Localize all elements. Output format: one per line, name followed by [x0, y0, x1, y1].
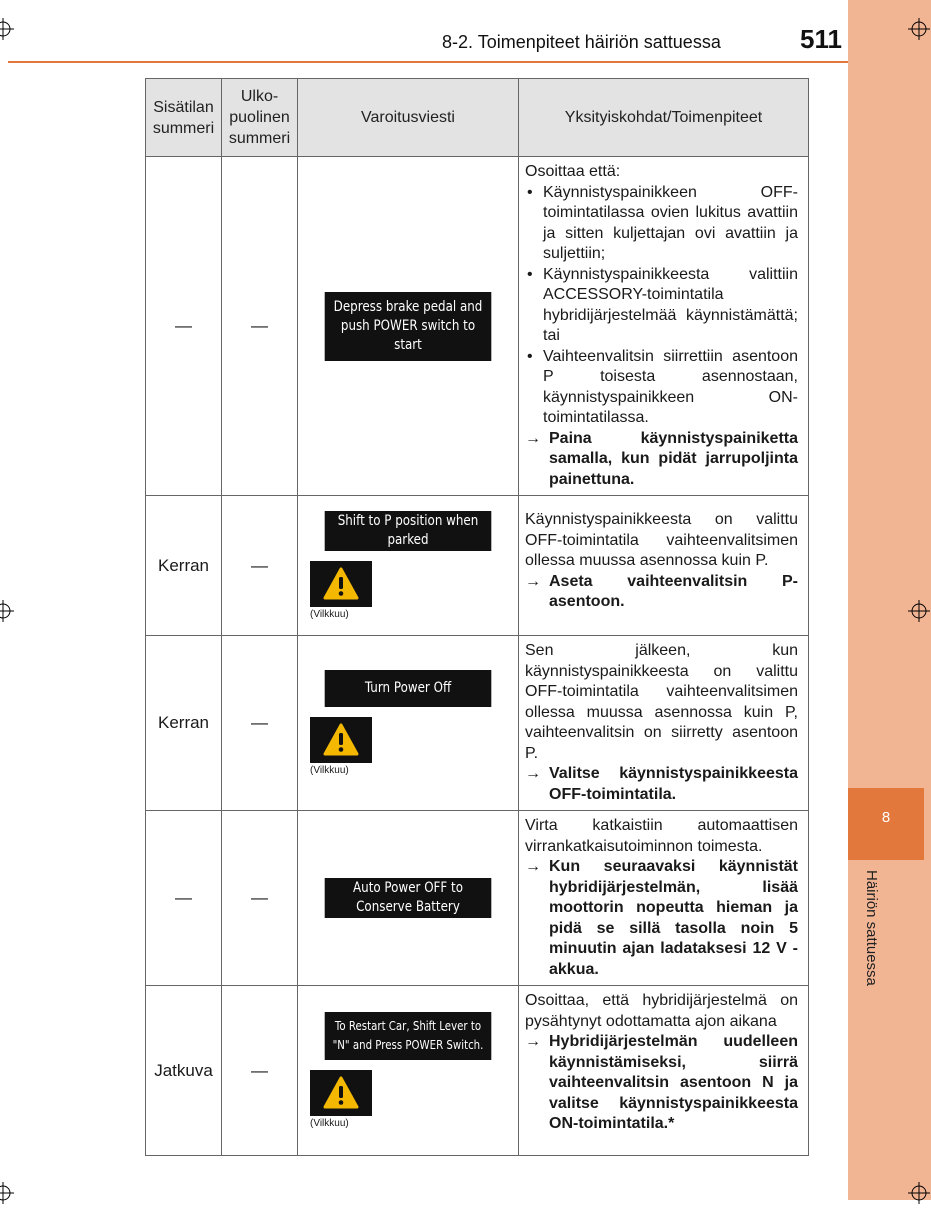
- inside-buzzer-cell: Jatkuva: [146, 986, 222, 1156]
- display-message: Auto Power OFF to Conserve Battery: [325, 878, 492, 918]
- details-bullet: • Käynnistyspainikkeen OFF-toimintatilassa ovien lukitus avattiin ja sitten kuljettajan ovi avattiin ja suljettiin;: [525, 183, 798, 265]
- display-message: Shift to P position when parked: [325, 511, 492, 551]
- table-row: [146, 636, 809, 811]
- details-cell: [519, 496, 809, 636]
- warning-message-cell: [298, 811, 519, 986]
- details-bullet: • Vaihteenvalitsin siirrettiin asentoon P toisesta asennostaan, käynnistyspainikkeen ON-toimintatilassa.: [525, 347, 798, 429]
- details-intro: Osoittaa että:: [525, 163, 621, 180]
- action-text: → Aseta vaihteenvalitsin P-asentoon.: [525, 572, 798, 610]
- action-text: → Hybridijärjestelmän uudelleen käynnistämiseksi, siirrä vaihteenvalitsin asentoon N ja valitse käynnistyspainikkeesta ON-toimintatila.*: [525, 1033, 798, 1132]
- details-bullet: • Käynnistyspainikkeesta valittiin ACCESSORY-toimintatila hybridijärjestelmää käynnistämättä; tai: [525, 265, 798, 347]
- details-text: Käynnistyspainikkeesta on valittu OFF-toimintatila vaihteenvalitsimen ollessa muussa asennossa kuin P.: [525, 511, 798, 569]
- details-text: Sen jälkeen, kun käynnistyspainikkeesta on valittu OFF-toimintatila vaihteenvalitsimen ollessa muussa asennossa kuin P, vaihteenvalitsin on siirretty asentoon P.: [525, 642, 798, 762]
- outside-buzzer-cell: —: [222, 157, 298, 496]
- action-text: → Paina käynnistyspainiketta samalla, kun pidät jarrupoljinta painettuna.: [525, 429, 798, 488]
- details-text: Osoittaa, että hybridijärjestelmä on pysähtynyt odottamatta ajon aikana: [525, 992, 798, 1030]
- chapter-number-tab: 8: [848, 788, 924, 860]
- section-title: 8-2. Toimenpiteet häiriön sattuessa: [442, 32, 721, 52]
- registration-mark-icon: [0, 18, 14, 40]
- header-warning-message: Varoitusviesti: [298, 79, 519, 157]
- action-text: → Kun seuraavaksi käynnistät hybridijärjestelmän, lisää moottorin nopeutta hieman ja pidä se sillä tasolla noin 5 minuutin ajan ladataksesi 12 V -akkua.: [525, 858, 798, 978]
- blink-note: (Vilkkuu): [310, 1118, 349, 1129]
- warning-messages-table: [145, 78, 809, 1156]
- page-number: 511: [800, 24, 842, 54]
- warning-icon: [310, 561, 372, 607]
- registration-mark-icon: [0, 1182, 14, 1204]
- inside-buzzer-cell: —: [146, 157, 222, 496]
- details-cell: [519, 986, 809, 1156]
- chapter-title-vertical: Häiriön sattuessa: [863, 870, 880, 986]
- warning-message-cell: [298, 496, 519, 636]
- arrow-icon: →: [525, 858, 541, 875]
- warning-message-cell: [298, 636, 519, 811]
- arrow-icon: →: [525, 1033, 541, 1050]
- details-text: Virta katkaistiin automaattisen virrankatkaisutoiminnon toimesta.: [525, 817, 798, 855]
- table-header-row: [146, 79, 809, 157]
- header-details: Yksityiskohdat/Toimenpiteet: [519, 79, 809, 157]
- blink-note: (Vilkkuu): [310, 609, 349, 620]
- table-row: [146, 157, 809, 496]
- table-row: [146, 811, 809, 986]
- header-rule: [8, 61, 848, 63]
- warning-message-cell: [298, 157, 519, 496]
- registration-mark-icon: [0, 600, 14, 622]
- table-row: [146, 986, 809, 1156]
- details-cell: [519, 157, 809, 496]
- table-row: [146, 496, 809, 636]
- action-text: → Valitse käynnistyspainikkeesta OFF-toimintatila.: [525, 765, 798, 803]
- arrow-icon: →: [525, 429, 541, 447]
- outside-buzzer-cell: —: [222, 986, 298, 1156]
- warning-icon: [310, 717, 372, 763]
- details-cell: [519, 811, 809, 986]
- header-inside-buzzer: Sisätilan summeri: [146, 79, 222, 157]
- registration-mark-icon: [908, 600, 930, 622]
- inside-buzzer-cell: Kerran: [146, 496, 222, 636]
- registration-mark-icon: [908, 18, 930, 40]
- details-cell: [519, 636, 809, 811]
- arrow-icon: →: [525, 572, 541, 590]
- registration-mark-icon: [908, 1182, 930, 1204]
- inside-buzzer-cell: Kerran: [146, 636, 222, 811]
- outside-buzzer-cell: —: [222, 811, 298, 986]
- warning-icon: [310, 1070, 372, 1116]
- warning-message-cell: [298, 986, 519, 1156]
- arrow-icon: →: [525, 765, 541, 782]
- display-message: To Restart Car, Shift Lever to "N" and Press POWER Switch.: [325, 1012, 492, 1060]
- display-message: Depress brake pedal and push POWER switch to start: [325, 292, 492, 361]
- outside-buzzer-cell: —: [222, 496, 298, 636]
- outside-buzzer-cell: —: [222, 636, 298, 811]
- inside-buzzer-cell: —: [146, 811, 222, 986]
- header-outside-buzzer: Ulko-puolinen summeri: [222, 79, 298, 157]
- display-message: Turn Power Off: [325, 670, 492, 707]
- blink-note: (Vilkkuu): [310, 765, 349, 776]
